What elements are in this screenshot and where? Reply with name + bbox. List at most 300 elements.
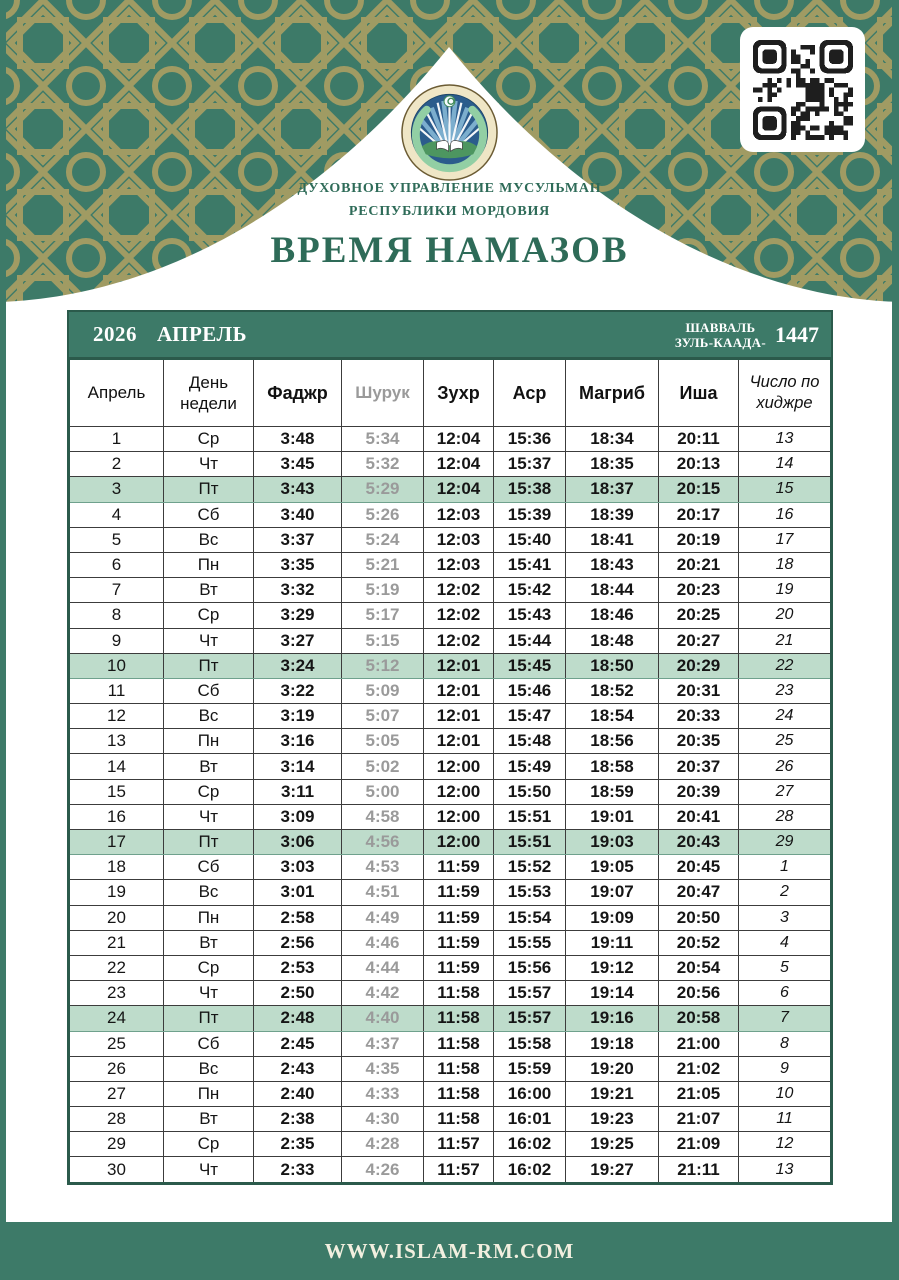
cell-zuhr: 12:01 xyxy=(424,704,494,729)
cell-day: 26 xyxy=(69,1056,164,1081)
cell-isha: 20:19 xyxy=(659,527,739,552)
cell-weekday: Вс xyxy=(164,1056,254,1081)
cell-fajr: 2:35 xyxy=(254,1132,342,1157)
cell-weekday: Пт xyxy=(164,1006,254,1031)
cell-isha: 21:05 xyxy=(659,1081,739,1106)
hijri-month-2: ЗУЛЬ-КААДА- xyxy=(674,334,766,350)
column-header-weekday: День недели xyxy=(164,359,254,427)
cell-hijri: 19 xyxy=(739,578,832,603)
cell-weekday: Сб xyxy=(164,1031,254,1056)
hijri-months xyxy=(675,320,766,350)
cell-maghrib: 18:43 xyxy=(566,552,659,577)
table-row xyxy=(69,981,832,1006)
cell-zuhr: 12:03 xyxy=(424,527,494,552)
cell-weekday: Чт xyxy=(164,981,254,1006)
cell-hijri: 6 xyxy=(739,981,832,1006)
cell-hijri: 2 xyxy=(739,880,832,905)
table-row xyxy=(69,1031,832,1056)
column-header-asr: Аср xyxy=(494,359,566,427)
cell-hijri: 22 xyxy=(739,653,832,678)
footer-band xyxy=(0,1222,899,1280)
page-title: ВРЕМЯ НАМАЗОВ xyxy=(270,230,629,271)
cell-day: 29 xyxy=(69,1132,164,1157)
cell-maghrib: 19:09 xyxy=(566,905,659,930)
muslim-board-emblem xyxy=(400,83,499,182)
table-row xyxy=(69,930,832,955)
cell-shuruk: 5:21 xyxy=(342,552,424,577)
cell-maghrib: 19:16 xyxy=(566,1006,659,1031)
cell-fajr: 3:19 xyxy=(254,704,342,729)
website-url: WWW.ISLAM-RM.COM xyxy=(324,1238,575,1263)
cell-asr: 15:58 xyxy=(494,1031,566,1056)
table-row xyxy=(69,603,832,628)
cell-shuruk: 5:24 xyxy=(342,527,424,552)
cell-isha: 20:54 xyxy=(659,955,739,980)
cell-isha: 20:50 xyxy=(659,905,739,930)
cell-zuhr: 11:58 xyxy=(424,1056,494,1081)
qr-code-pattern xyxy=(753,40,853,140)
cell-maghrib: 18:41 xyxy=(566,527,659,552)
cell-asr: 15:36 xyxy=(494,427,566,452)
cell-day: 19 xyxy=(69,880,164,905)
cell-weekday: Вт xyxy=(164,754,254,779)
org-line-1: ДУХОВНОЕ УПРАВЛЕНИЕ МУСУЛЬМАН xyxy=(297,181,602,196)
cell-shuruk: 5:26 xyxy=(342,502,424,527)
cell-shuruk: 4:58 xyxy=(342,804,424,829)
cell-zuhr: 11:57 xyxy=(424,1157,494,1183)
cell-zuhr: 12:03 xyxy=(424,502,494,527)
cell-isha: 20:47 xyxy=(659,880,739,905)
table-row xyxy=(69,1157,832,1183)
cell-hijri: 23 xyxy=(739,678,832,703)
cell-shuruk: 4:33 xyxy=(342,1081,424,1106)
cell-maghrib: 19:07 xyxy=(566,880,659,905)
org-line-2: РЕСПУБЛИКИ МОРДОВИЯ xyxy=(348,204,551,219)
cell-weekday: Ср xyxy=(164,603,254,628)
cell-fajr: 3:35 xyxy=(254,552,342,577)
cell-weekday: Вс xyxy=(164,880,254,905)
cell-isha: 20:11 xyxy=(659,427,739,452)
cell-maghrib: 19:03 xyxy=(566,830,659,855)
cell-fajr: 2:45 xyxy=(254,1031,342,1056)
cell-asr: 16:02 xyxy=(494,1132,566,1157)
cell-hijri: 21 xyxy=(739,628,832,653)
cell-asr: 15:43 xyxy=(494,603,566,628)
cell-hijri: 3 xyxy=(739,905,832,930)
cell-maghrib: 18:34 xyxy=(566,427,659,452)
cell-day: 30 xyxy=(69,1157,164,1183)
table-row xyxy=(69,754,832,779)
cell-asr: 15:53 xyxy=(494,880,566,905)
cell-maghrib: 18:52 xyxy=(566,678,659,703)
table-row xyxy=(69,779,832,804)
cell-isha: 20:13 xyxy=(659,452,739,477)
cell-shuruk: 5:07 xyxy=(342,704,424,729)
cell-hijri: 1 xyxy=(739,855,832,880)
cell-hijri: 14 xyxy=(739,452,832,477)
table-row xyxy=(69,502,832,527)
table-row xyxy=(69,1107,832,1132)
table-row xyxy=(69,855,832,880)
cell-isha: 20:56 xyxy=(659,981,739,1006)
cell-fajr: 3:29 xyxy=(254,603,342,628)
cell-shuruk: 5:05 xyxy=(342,729,424,754)
cell-fajr: 3:06 xyxy=(254,830,342,855)
cell-fajr: 3:03 xyxy=(254,855,342,880)
cell-weekday: Чт xyxy=(164,1157,254,1183)
cell-shuruk: 5:02 xyxy=(342,754,424,779)
month-banner xyxy=(67,310,833,357)
cell-asr: 16:02 xyxy=(494,1157,566,1183)
cell-weekday: Вс xyxy=(164,527,254,552)
cell-weekday: Чт xyxy=(164,804,254,829)
cell-zuhr: 12:00 xyxy=(424,779,494,804)
cell-day: 14 xyxy=(69,754,164,779)
cell-shuruk: 5:19 xyxy=(342,578,424,603)
cell-fajr: 3:22 xyxy=(254,678,342,703)
cell-day: 12 xyxy=(69,704,164,729)
cell-asr: 15:55 xyxy=(494,930,566,955)
cell-weekday: Сб xyxy=(164,678,254,703)
cell-isha: 20:45 xyxy=(659,855,739,880)
cell-shuruk: 5:32 xyxy=(342,452,424,477)
cell-fajr: 3:11 xyxy=(254,779,342,804)
cell-zuhr: 12:02 xyxy=(424,578,494,603)
cell-asr: 15:47 xyxy=(494,704,566,729)
cell-isha: 20:43 xyxy=(659,830,739,855)
cell-shuruk: 4:40 xyxy=(342,1006,424,1031)
cell-fajr: 3:37 xyxy=(254,527,342,552)
cell-hijri: 13 xyxy=(739,427,832,452)
cell-asr: 15:51 xyxy=(494,830,566,855)
cell-isha: 20:25 xyxy=(659,603,739,628)
cell-asr: 15:42 xyxy=(494,578,566,603)
hijri-month-1: ШАВВАЛЬ xyxy=(685,319,756,335)
cell-isha: 20:35 xyxy=(659,729,739,754)
cell-hijri: 5 xyxy=(739,955,832,980)
cell-maghrib: 18:46 xyxy=(566,603,659,628)
table-row xyxy=(69,552,832,577)
cell-asr: 15:51 xyxy=(494,804,566,829)
cell-fajr: 3:09 xyxy=(254,804,342,829)
cell-isha: 20:33 xyxy=(659,704,739,729)
cell-isha: 20:23 xyxy=(659,578,739,603)
cell-hijri: 13 xyxy=(739,1157,832,1183)
cell-shuruk: 4:46 xyxy=(342,930,424,955)
cell-asr: 16:01 xyxy=(494,1107,566,1132)
cell-shuruk: 5:09 xyxy=(342,678,424,703)
cell-day: 1 xyxy=(69,427,164,452)
cell-day: 3 xyxy=(69,477,164,502)
cell-isha: 20:37 xyxy=(659,754,739,779)
cell-day: 13 xyxy=(69,729,164,754)
cell-maghrib: 19:11 xyxy=(566,930,659,955)
gregorian-date xyxy=(93,322,247,347)
cell-fajr: 3:24 xyxy=(254,653,342,678)
cell-day: 21 xyxy=(69,930,164,955)
cell-day: 16 xyxy=(69,804,164,829)
table-row xyxy=(69,452,832,477)
cell-weekday: Ср xyxy=(164,779,254,804)
cell-hijri: 7 xyxy=(739,1006,832,1031)
qr-code xyxy=(740,27,865,152)
cell-day: 5 xyxy=(69,527,164,552)
prayer-table-body xyxy=(69,427,832,1184)
column-header-maghrib: Магриб xyxy=(566,359,659,427)
cell-day: 6 xyxy=(69,552,164,577)
cell-shuruk: 4:44 xyxy=(342,955,424,980)
hijri-date xyxy=(675,320,819,350)
cell-asr: 15:45 xyxy=(494,653,566,678)
cell-asr: 15:46 xyxy=(494,678,566,703)
table-row xyxy=(69,704,832,729)
cell-day: 17 xyxy=(69,830,164,855)
cell-weekday: Сб xyxy=(164,502,254,527)
cell-shuruk: 4:26 xyxy=(342,1157,424,1183)
table-row xyxy=(69,955,832,980)
cell-fajr: 2:40 xyxy=(254,1081,342,1106)
cell-asr: 15:57 xyxy=(494,981,566,1006)
cell-zuhr: 11:58 xyxy=(424,1031,494,1056)
table-row xyxy=(69,1056,832,1081)
prayer-times-table xyxy=(67,357,833,1185)
cell-weekday: Пн xyxy=(164,1081,254,1106)
column-header-day: Апрель xyxy=(69,359,164,427)
column-header-fajr: Фаджр xyxy=(254,359,342,427)
cell-isha: 21:00 xyxy=(659,1031,739,1056)
cell-fajr: 2:33 xyxy=(254,1157,342,1183)
cell-shuruk: 5:15 xyxy=(342,628,424,653)
cell-hijri: 15 xyxy=(739,477,832,502)
cell-zuhr: 11:59 xyxy=(424,955,494,980)
cell-day: 4 xyxy=(69,502,164,527)
cell-isha: 20:31 xyxy=(659,678,739,703)
cell-zuhr: 12:01 xyxy=(424,653,494,678)
column-header-isha: Иша xyxy=(659,359,739,427)
cell-shuruk: 4:35 xyxy=(342,1056,424,1081)
cell-maghrib: 19:14 xyxy=(566,981,659,1006)
table-row xyxy=(69,527,832,552)
cell-asr: 15:52 xyxy=(494,855,566,880)
cell-maghrib: 19:27 xyxy=(566,1157,659,1183)
cell-fajr: 2:38 xyxy=(254,1107,342,1132)
cell-fajr: 3:27 xyxy=(254,628,342,653)
cell-day: 18 xyxy=(69,855,164,880)
cell-maghrib: 18:48 xyxy=(566,628,659,653)
cell-fajr: 2:56 xyxy=(254,930,342,955)
cell-isha: 20:41 xyxy=(659,804,739,829)
cell-maghrib: 19:23 xyxy=(566,1107,659,1132)
cell-weekday: Чт xyxy=(164,628,254,653)
cell-shuruk: 4:28 xyxy=(342,1132,424,1157)
cell-hijri: 17 xyxy=(739,527,832,552)
cell-zuhr: 12:02 xyxy=(424,603,494,628)
cell-shuruk: 4:30 xyxy=(342,1107,424,1132)
cell-hijri: 16 xyxy=(739,502,832,527)
cell-zuhr: 11:57 xyxy=(424,1132,494,1157)
cell-fajr: 3:01 xyxy=(254,880,342,905)
cell-maghrib: 18:44 xyxy=(566,578,659,603)
cell-day: 2 xyxy=(69,452,164,477)
cell-day: 23 xyxy=(69,981,164,1006)
cell-fajr: 2:50 xyxy=(254,981,342,1006)
cell-hijri: 9 xyxy=(739,1056,832,1081)
cell-fajr: 2:48 xyxy=(254,1006,342,1031)
cell-day: 22 xyxy=(69,955,164,980)
cell-weekday: Ср xyxy=(164,955,254,980)
table-header-row xyxy=(69,359,832,427)
cell-maghrib: 19:20 xyxy=(566,1056,659,1081)
cell-fajr: 3:40 xyxy=(254,502,342,527)
cell-day: 25 xyxy=(69,1031,164,1056)
cell-zuhr: 11:59 xyxy=(424,880,494,905)
cell-weekday: Вт xyxy=(164,578,254,603)
cell-zuhr: 11:59 xyxy=(424,930,494,955)
cell-weekday: Вс xyxy=(164,704,254,729)
cell-maghrib: 19:25 xyxy=(566,1132,659,1157)
cell-isha: 20:21 xyxy=(659,552,739,577)
cell-asr: 15:44 xyxy=(494,628,566,653)
cell-isha: 20:15 xyxy=(659,477,739,502)
cell-isha: 20:29 xyxy=(659,653,739,678)
cell-hijri: 11 xyxy=(739,1107,832,1132)
cell-maghrib: 18:56 xyxy=(566,729,659,754)
cell-zuhr: 11:58 xyxy=(424,1006,494,1031)
cell-shuruk: 4:53 xyxy=(342,855,424,880)
cell-fajr: 3:32 xyxy=(254,578,342,603)
cell-isha: 21:02 xyxy=(659,1056,739,1081)
cell-zuhr: 11:58 xyxy=(424,981,494,1006)
timetable-sheet xyxy=(67,310,833,1185)
cell-zuhr: 12:00 xyxy=(424,754,494,779)
cell-hijri: 20 xyxy=(739,603,832,628)
cell-maghrib: 19:05 xyxy=(566,855,659,880)
cell-zuhr: 12:02 xyxy=(424,628,494,653)
cell-shuruk: 5:17 xyxy=(342,603,424,628)
cell-day: 9 xyxy=(69,628,164,653)
cell-hijri: 26 xyxy=(739,754,832,779)
table-row xyxy=(69,804,832,829)
cell-fajr: 3:14 xyxy=(254,754,342,779)
cell-maghrib: 18:39 xyxy=(566,502,659,527)
cell-hijri: 25 xyxy=(739,729,832,754)
cell-asr: 16:00 xyxy=(494,1081,566,1106)
cell-hijri: 18 xyxy=(739,552,832,577)
table-row xyxy=(69,678,832,703)
cell-day: 24 xyxy=(69,1006,164,1031)
cell-maghrib: 18:59 xyxy=(566,779,659,804)
cell-isha: 20:52 xyxy=(659,930,739,955)
cell-shuruk: 4:51 xyxy=(342,880,424,905)
cell-asr: 15:54 xyxy=(494,905,566,930)
cell-fajr: 3:43 xyxy=(254,477,342,502)
cell-hijri: 27 xyxy=(739,779,832,804)
cell-asr: 15:37 xyxy=(494,452,566,477)
cell-weekday: Пн xyxy=(164,552,254,577)
cell-weekday: Вт xyxy=(164,930,254,955)
cell-fajr: 2:58 xyxy=(254,905,342,930)
cell-isha: 20:39 xyxy=(659,779,739,804)
cell-fajr: 2:43 xyxy=(254,1056,342,1081)
cell-day: 7 xyxy=(69,578,164,603)
cell-day: 11 xyxy=(69,678,164,703)
cell-zuhr: 11:59 xyxy=(424,905,494,930)
month-label: АПРЕЛЬ xyxy=(157,322,248,346)
cell-weekday: Пт xyxy=(164,830,254,855)
cell-isha: 21:07 xyxy=(659,1107,739,1132)
cell-asr: 15:41 xyxy=(494,552,566,577)
cell-zuhr: 12:00 xyxy=(424,830,494,855)
cell-zuhr: 12:04 xyxy=(424,427,494,452)
table-row xyxy=(69,905,832,930)
hijri-year-label: 1447 xyxy=(775,321,819,347)
cell-hijri: 28 xyxy=(739,804,832,829)
table-row xyxy=(69,830,832,855)
cell-zuhr: 12:01 xyxy=(424,729,494,754)
table-row xyxy=(69,427,832,452)
cell-asr: 15:56 xyxy=(494,955,566,980)
cell-zuhr: 12:01 xyxy=(424,678,494,703)
table-row xyxy=(69,1132,832,1157)
cell-shuruk: 5:12 xyxy=(342,653,424,678)
cell-maghrib: 19:12 xyxy=(566,955,659,980)
cell-zuhr: 12:03 xyxy=(424,552,494,577)
cell-isha: 20:17 xyxy=(659,502,739,527)
cell-asr: 15:57 xyxy=(494,1006,566,1031)
cell-shuruk: 4:49 xyxy=(342,905,424,930)
cell-weekday: Пт xyxy=(164,477,254,502)
cell-maghrib: 19:21 xyxy=(566,1081,659,1106)
cell-weekday: Ср xyxy=(164,427,254,452)
cell-fajr: 3:16 xyxy=(254,729,342,754)
table-row xyxy=(69,578,832,603)
cell-maghrib: 18:35 xyxy=(566,452,659,477)
cell-maghrib: 19:01 xyxy=(566,804,659,829)
cell-asr: 15:48 xyxy=(494,729,566,754)
cell-zuhr: 11:58 xyxy=(424,1081,494,1106)
table-row xyxy=(69,729,832,754)
cell-fajr: 3:45 xyxy=(254,452,342,477)
cell-zuhr: 12:04 xyxy=(424,452,494,477)
cell-zuhr: 12:00 xyxy=(424,804,494,829)
cell-shuruk: 5:29 xyxy=(342,477,424,502)
cell-day: 8 xyxy=(69,603,164,628)
organization-name xyxy=(0,177,899,223)
cell-day: 28 xyxy=(69,1107,164,1132)
cell-zuhr: 12:04 xyxy=(424,477,494,502)
cell-zuhr: 11:58 xyxy=(424,1107,494,1132)
cell-asr: 15:38 xyxy=(494,477,566,502)
cell-isha: 20:58 xyxy=(659,1006,739,1031)
cell-maghrib: 18:58 xyxy=(566,754,659,779)
cell-shuruk: 4:42 xyxy=(342,981,424,1006)
cell-weekday: Пн xyxy=(164,729,254,754)
cell-shuruk: 5:00 xyxy=(342,779,424,804)
table-row xyxy=(69,477,832,502)
cell-maghrib: 18:54 xyxy=(566,704,659,729)
cell-hijri: 4 xyxy=(739,930,832,955)
cell-maghrib: 18:50 xyxy=(566,653,659,678)
cell-shuruk: 5:34 xyxy=(342,427,424,452)
cell-hijri: 29 xyxy=(739,830,832,855)
cell-hijri: 24 xyxy=(739,704,832,729)
cell-day: 20 xyxy=(69,905,164,930)
table-row xyxy=(69,1081,832,1106)
cell-weekday: Вт xyxy=(164,1107,254,1132)
cell-weekday: Пт xyxy=(164,653,254,678)
cell-weekday: Пн xyxy=(164,905,254,930)
cell-hijri: 8 xyxy=(739,1031,832,1056)
